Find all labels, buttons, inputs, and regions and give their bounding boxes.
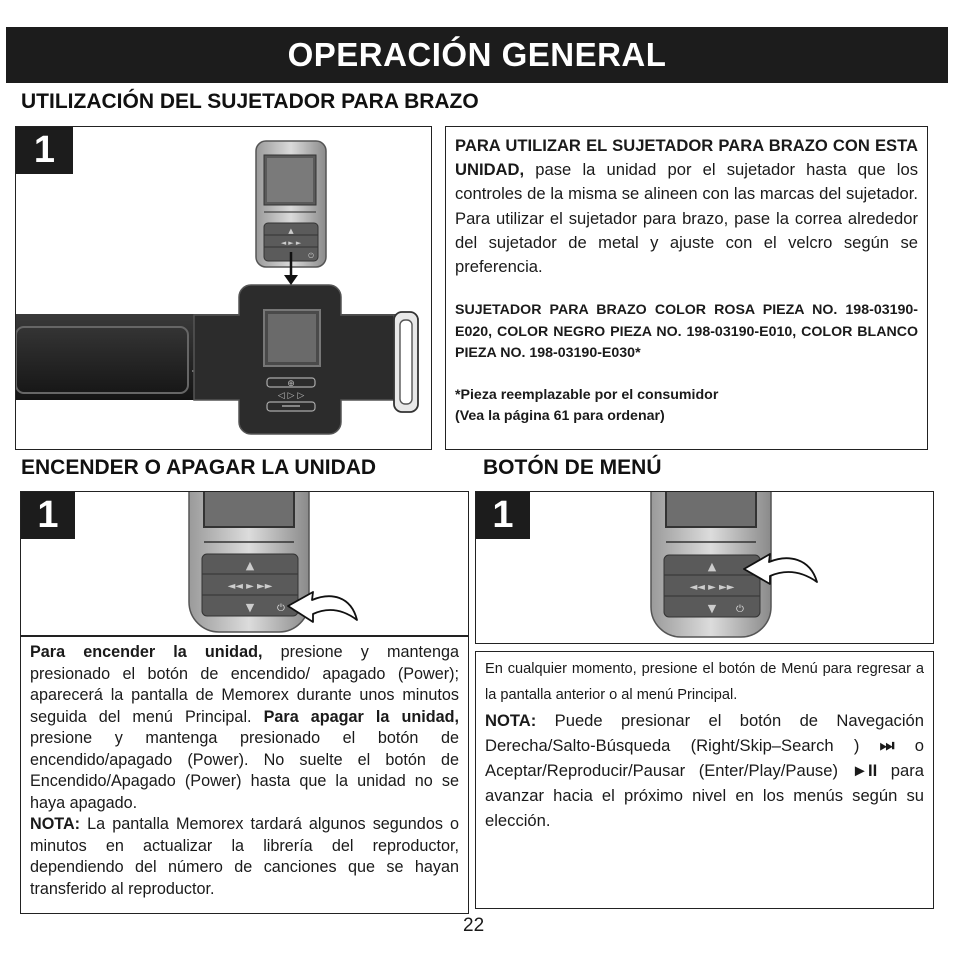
svg-text:◄ ► ►: ◄ ► ► — [280, 239, 302, 247]
power-text-box — [20, 636, 469, 914]
power-off-rest: presione y mantenga presionado el botón de encendido/apagado (Power). No suelte el botón de Encendido/Apagado (Power) hasta que la unidad no se haya apagado. — [30, 729, 459, 812]
menu-note-text-a: Puede presionar el botón de Navegación Derecha/Salto-Búsqueda (Right/Skip–Search ) — [485, 711, 924, 755]
power-icon — [277, 603, 285, 614]
menu-illustration — [476, 492, 932, 642]
armband-para-bold: PARA UTILIZAR EL SUJETADOR PARA BRAZO CON ESTA UNIDAD, — [455, 136, 918, 180]
svg-text:◄◄ ► ►►: ◄◄ ► ►► — [689, 582, 735, 593]
menu-heading: BOTÓN DE MENÚ — [483, 456, 662, 479]
menu-line1: En cualquier momento, presione el botón de Menú para regresar a la pantalla anterior o al menú Principal. — [485, 661, 924, 703]
menu-note-label: NOTA: — [485, 711, 537, 730]
svg-text:▼: ▼ — [245, 601, 255, 614]
armband-illustration — [16, 127, 430, 448]
svg-text:▼: ▼ — [707, 602, 717, 615]
svg-text:⏻: ⏻ — [308, 252, 314, 260]
play-pause-icon: ►II — [851, 761, 878, 780]
svg-text:◄◄ ► ►►: ◄◄ ► ►► — [227, 581, 273, 592]
power-note-label: NOTA: — [30, 815, 81, 833]
menu-note-text-c: para avanzar hacia el próximo nivel en los menús según su elección. — [485, 761, 924, 830]
skip-icon: ⏭ — [879, 736, 895, 755]
power-illustration — [21, 492, 467, 634]
menu-note — [485, 708, 924, 833]
svg-text:▲: ▲ — [288, 227, 294, 235]
page-title-banner — [6, 27, 948, 83]
armband-figure — [15, 126, 432, 450]
armband-para-rest: pase la unidad por el sujetador hasta que los controles de la misma se alineen con las marcas del sujetador. Para utilizar el sujetador para brazo, pase la correa alrededor del sujetador de metal y ajuste con el velcro según se preferencia. — [455, 160, 918, 277]
svg-text:⊕: ⊕ — [287, 379, 295, 389]
svg-text:⏻: ⏻ — [736, 604, 744, 615]
power-note — [30, 814, 459, 900]
armband-note-line1: *Pieza reemplazable por el consumidor — [455, 386, 719, 403]
page-title: OPERACIÓN GENERAL — [287, 36, 667, 73]
menu-figure — [475, 491, 934, 644]
armband-heading: UTILIZACIÓN DEL SUJETADOR PARA BRAZO — [21, 90, 479, 113]
power-heading: ENCENDER O APAGAR LA UNIDAD — [21, 456, 377, 479]
step-badge: 1 — [476, 492, 530, 539]
page-number: 22 — [463, 915, 485, 936]
menu-text-box — [475, 651, 934, 909]
svg-text:◁ ▷ ▷: ◁ ▷ ▷ — [277, 391, 305, 401]
armband-note-line2: (Vea la página 61 para ordenar) — [455, 408, 665, 425]
power-on-bold: Para encender la unidad, — [30, 643, 263, 661]
menu-note-text-b: o Aceptar/Reproducir/Pausar (Enter/Play/Pause) — [485, 736, 925, 780]
svg-text:▲: ▲ — [245, 559, 255, 572]
armband-text-box — [445, 126, 928, 450]
power-on-rest: presione y mantenga presionado el botón de encendido/ apagado (Power); aparecerá la pantalla de Memorex durante unos minutos seguida del menú Principal. — [30, 643, 459, 726]
armband-paragraph — [455, 134, 918, 279]
power-note-text: La pantalla Memorex tardará algunos segundos o minutos en actualizar la librería del reproductor, dependiendo del número de canciones que se hayan transferido al reproductor. — [30, 815, 459, 898]
power-figure — [20, 491, 469, 636]
power-off-bold: Para apagar la unidad, — [263, 707, 459, 726]
step-badge: 1 — [16, 127, 73, 174]
svg-text:⏻: ⏻ — [277, 603, 285, 614]
armband-part-numbers: SUJETADOR PARA BRAZO COLOR ROSA PIEZA NO. 198-03190-E020, COLOR NEGRO PIEZA NO. 198-03190-E010, COLOR BLANCO PIEZA NO. 198-03190-E030* — [455, 302, 918, 362]
power-paragraph — [30, 642, 459, 814]
svg-text:▲: ▲ — [707, 560, 717, 573]
step-badge: 1 — [21, 492, 75, 539]
